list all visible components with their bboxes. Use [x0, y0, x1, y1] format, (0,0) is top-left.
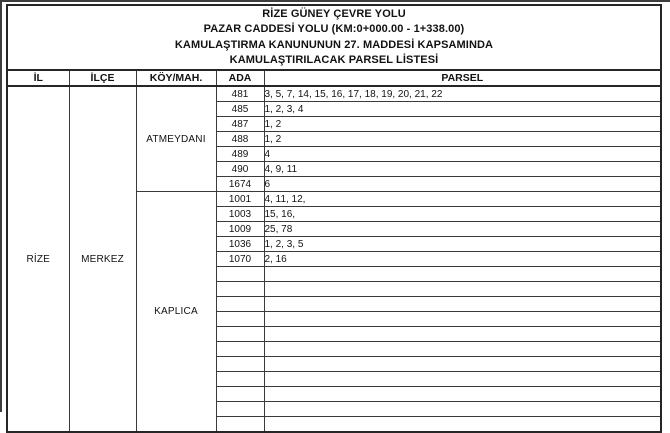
- title-line-4: KAMULAŞTIRILACAK PARSEL LİSTESİ: [229, 54, 439, 66]
- ada-cell: 487: [216, 117, 264, 132]
- parsel-list-table: [6, 4, 662, 433]
- ada-cell: 488: [216, 132, 264, 147]
- scan-edge-left: [0, 0, 2, 412]
- column-header-row: [7, 70, 661, 86]
- ada-cell: [216, 342, 264, 357]
- parsel-cell: [264, 327, 661, 342]
- col-header-ilce: İLÇE: [69, 70, 136, 86]
- ada-cell: 489: [216, 147, 264, 162]
- parsel-cell: 4: [264, 147, 661, 162]
- ada-cell: 1674: [216, 177, 264, 192]
- table-row: [7, 86, 661, 102]
- parsel-cell: [264, 282, 661, 297]
- ada-cell: 481: [216, 86, 264, 102]
- ada-cell: [216, 372, 264, 387]
- parsel-cell: 1, 2: [264, 132, 661, 147]
- il-cell: RİZE: [7, 86, 69, 432]
- ada-cell: 1070: [216, 252, 264, 267]
- parsel-cell: 1, 2, 3, 5: [264, 237, 661, 252]
- parsel-cell: 4, 11, 12,: [264, 192, 661, 207]
- ada-cell: [216, 297, 264, 312]
- ada-cell: [216, 327, 264, 342]
- parsel-cell: 3, 5, 7, 14, 15, 16, 17, 18, 19, 20, 21, 22: [264, 86, 661, 102]
- document-title-block: [7, 5, 661, 70]
- ada-cell: [216, 267, 264, 282]
- col-header-ada: ADA: [216, 70, 264, 86]
- parsel-cell: [264, 402, 661, 417]
- parsel-cell: [264, 342, 661, 357]
- parsel-cell: 2, 16: [264, 252, 661, 267]
- ada-cell: [216, 282, 264, 297]
- ada-cell: 490: [216, 162, 264, 177]
- parsel-cell: 6: [264, 177, 661, 192]
- parsel-cell: [264, 297, 661, 312]
- ilce-cell: MERKEZ: [69, 86, 136, 432]
- parsel-cell: 1, 2: [264, 117, 661, 132]
- parsel-cell: [264, 312, 661, 327]
- col-header-il: İL: [7, 70, 69, 86]
- ada-cell: [216, 402, 264, 417]
- koy-mah-cell-atmeydani: ATMEYDANI: [136, 86, 216, 192]
- parsel-cell: [264, 267, 661, 282]
- title-line-3: KAMULAŞTIRMA KANUNUNUN 27. MADDESİ KAPSAMINDA: [174, 38, 494, 51]
- parsel-cell: 25, 78: [264, 222, 661, 237]
- parsel-cell: 4, 9, 11: [264, 162, 661, 177]
- col-header-parsel: PARSEL: [264, 70, 661, 86]
- koy-mah-cell-kaplica: KAPLICA: [136, 192, 216, 433]
- parsel-cell: [264, 372, 661, 387]
- ada-cell: [216, 312, 264, 327]
- ada-cell: 1001: [216, 192, 264, 207]
- col-header-koy-mah: KÖY/MAH.: [136, 70, 216, 86]
- ada-cell: 1009: [216, 222, 264, 237]
- ada-cell: [216, 387, 264, 402]
- ada-cell: 485: [216, 102, 264, 117]
- title-line-1: RİZE GÜNEY ÇEVRE YOLU: [262, 7, 406, 20]
- ada-cell: 1036: [216, 237, 264, 252]
- scan-edge-top: [0, 0, 670, 2]
- parsel-cell: [264, 357, 661, 372]
- parsel-cell: 1, 2, 3, 4: [264, 102, 661, 117]
- ada-cell: [216, 357, 264, 372]
- ada-cell: 1003: [216, 207, 264, 222]
- parsel-cell: [264, 387, 661, 402]
- parsel-cell: 15, 16,: [264, 207, 661, 222]
- title-row: [7, 5, 661, 70]
- title-line-2: PAZAR CADDESİ YOLU (KM:0+000.00 - 1+338.00): [203, 23, 465, 35]
